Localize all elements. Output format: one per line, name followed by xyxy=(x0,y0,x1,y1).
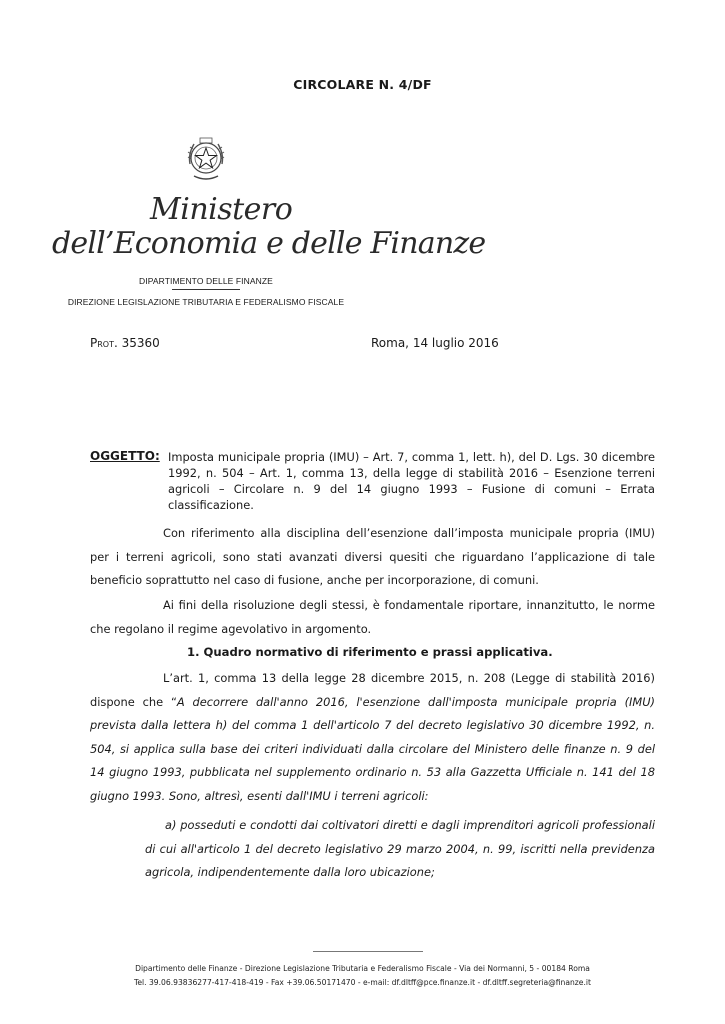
section-heading: 1. Quadro normativo di riferimento e prassi applicativa. xyxy=(187,645,553,659)
footer-contacts: Tel. 39.06.93836277-417-418-419 - Fax +39.06.50171470 - e-mail: df.dltff@pce.finanze.it - df.dltff.segreteria@finanze.it xyxy=(134,978,591,987)
department-divider xyxy=(172,289,240,290)
paragraph-2 xyxy=(90,594,655,641)
paragraph-1 xyxy=(90,522,655,593)
department-name: DIPARTIMENTO DELLE FINANZE xyxy=(139,276,273,286)
paragraph-1-text: Con riferimento alla disciplina dell’esenzione dall’imposta municipale propria (IMU) per i terreni agricoli, sono stati avanzati diversi quesiti che riguardano l’applicazione di tale beneficio soprattutto nel caso di fusione, anche per incorporazione, di comuni. xyxy=(90,526,655,587)
direction-name: DIREZIONE LEGISLAZIONE TRIBUTARIA E FEDERALISMO FISCALE xyxy=(67,297,345,307)
protocol-number: 35360 xyxy=(121,336,160,350)
ministry-logo-line2: dell’Economia e delle Finanze xyxy=(52,226,486,261)
paragraph-2-text: Ai fini della risoluzione degli stessi, è fondamentale riportare, innanzitutto, le norme che regolano il regime agevolativo in argomento. xyxy=(90,598,655,636)
protocol-label: Prot. xyxy=(90,336,118,350)
footer xyxy=(0,962,725,990)
footer-address: Dipartimento delle Finanze - Direzione Legislazione Tributaria e Federalismo Fiscale - Via dei Normanni, 5 - 00184 Roma xyxy=(135,964,590,973)
list-item-a-text: a) posseduti e condotti dai coltivatori diretti e dagli imprenditori agricoli professionali di cui all'articolo 1 del decreto legislativo 29 marzo 2004, n. 99, iscritti nella previdenza agricola, indipendentemente dalla loro ubicazione; xyxy=(145,818,655,879)
subject-label: OGGETTO: xyxy=(90,449,160,463)
document-title: CIRCOLARE N. 4/DF xyxy=(293,77,432,92)
ministry-logo-line1: Ministero xyxy=(150,192,293,227)
paragraph-3-quote: A decorrere dall'anno 2016, l'esenzione dall'imposta municipale propria (IMU) prevista dalla lettera h) del comma 1 dell'articolo 7 del decreto legislativo 30 dicembre 1992, n. 504, si applica sulla base dei criteri individuati dalla circolare del Ministero delle finanze n. 9 del 14 giugno 1993, pubblicata nel supplemento ordinario n. 53 alla Gazzetta Ufficiale n. 141 del 18 giugno 1993. Sono, altresì, esenti dall'IMU i terreni agricoli: xyxy=(90,694,656,803)
paragraph-3-intro: L’art. 1, comma 13 della legge 28 dicembre 2015, n. 208 (Legge di stabilità 2016) dispone che “ xyxy=(90,671,655,709)
place-date: Roma, 14 luglio 2016 xyxy=(371,336,499,350)
subject-text: Imposta municipale propria (IMU) – Art. 7, comma 1, lett. h), del D. Lgs. 30 dicembre 1992, n. 504 – Art. 1, comma 13, della legge di stabilità 2016 – Esenzione terreni agricoli – Circolare n. 9 del 14 giugno 1993 – Fusione di comuni – Errata classificazione. xyxy=(168,450,655,512)
protocol-line xyxy=(90,336,160,350)
paragraph-3 xyxy=(90,667,655,808)
footer-divider xyxy=(313,951,423,952)
italian-republic-emblem-icon xyxy=(182,134,230,184)
list-item-a xyxy=(145,814,655,885)
